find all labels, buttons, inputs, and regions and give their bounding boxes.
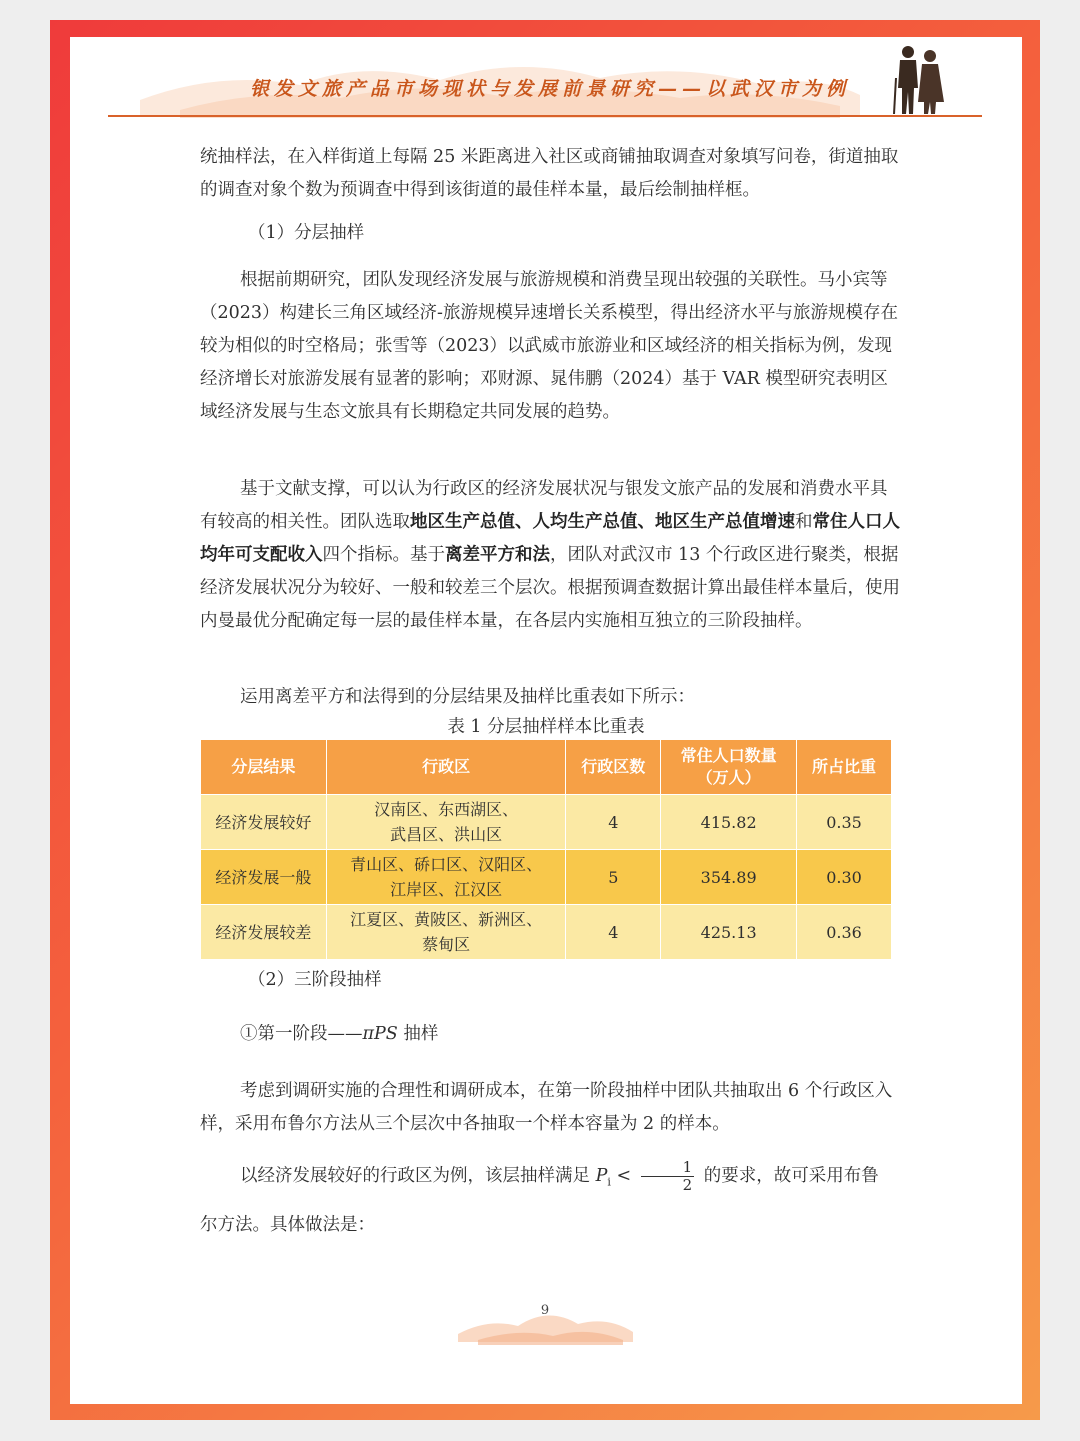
cell-count: 5 xyxy=(566,850,661,905)
cell-population: 354.89 xyxy=(661,850,797,905)
section2-para1-text: 考虑到调研实施的合理性和调研成本，在第一阶段抽样中团队共抽取出 6 个行政区入样，采用布鲁尔方法从三个层次中各抽取一个样本容量为 2 的样本。 xyxy=(200,1081,893,1134)
table-row xyxy=(201,905,892,960)
para2-text-d: 四个指标。基于 xyxy=(322,545,445,565)
fraction-denominator: 2 xyxy=(682,1176,693,1194)
formula-operator: < xyxy=(610,1166,637,1186)
table-header-row xyxy=(201,740,892,795)
section1-paragraph2 xyxy=(200,473,900,638)
header-population-line1: 常住人口数量 xyxy=(680,746,777,765)
cell-district xyxy=(326,850,566,905)
formula-subscript: i xyxy=(607,1175,611,1189)
para2b-text-a: 以经济发展较好的行政区为例，该层抽样满足 xyxy=(240,1166,596,1186)
stage1-symbol: πPS xyxy=(362,1024,398,1044)
stage1-heading xyxy=(240,1020,438,1045)
header-population-line2: （万人） xyxy=(696,768,761,787)
para2-bold-indicators: 地区生产总值、人均生产总值、地区生产总值增速 xyxy=(410,512,795,532)
header-divider xyxy=(108,115,982,117)
table-row xyxy=(201,850,892,905)
section2-paragraph1 xyxy=(200,1075,900,1141)
section1-paragraph1 xyxy=(200,264,900,429)
district-line1: 青山区、硚口区、汉阳区、 xyxy=(350,855,543,874)
para2b-text-b: 的要求，故可采用布鲁 xyxy=(698,1166,879,1186)
table-caption: 表 1 分层抽样样本比重表 xyxy=(447,717,645,737)
cell-level: 经济发展一般 xyxy=(201,850,327,905)
section2-heading: （2）三阶段抽样 xyxy=(248,970,382,990)
header-level: 分层结果 xyxy=(201,740,327,795)
header-count: 行政区数 xyxy=(566,740,661,795)
cell-level: 经济发展较好 xyxy=(201,795,327,850)
district-line1: 汉南区、东西湖区、 xyxy=(374,800,519,819)
formula-fraction xyxy=(641,1159,695,1194)
formula-variable: P xyxy=(595,1166,608,1186)
para2-text-e: ，团队对武汉市 13 个行政区进行聚类，根据经济发展状况分为较好、一般和较差三个层次。根据预调查数据计算出最佳样本量后，使用内曼最优分配确定每一层的最佳样本量，在各层内实施相互独立的三阶段抽样。 xyxy=(200,545,900,631)
section1-paragraph3 xyxy=(200,681,900,714)
para2-text-c: 和 xyxy=(795,512,813,532)
district-line1: 江夏区、黄陂区、新洲区、 xyxy=(350,910,543,929)
cell-level: 经济发展较差 xyxy=(201,905,327,960)
section1-heading: （1）分层抽样 xyxy=(248,223,365,243)
para2-text-a: 基于文献支撑，可以认为行政区的经济发展状况与银发文旅产品的发展和消费水平具有较高的相关性。团队选取 xyxy=(200,479,888,532)
section1-para1-text: 根据前期研究，团队发现经济发展与旅游规模和消费呈现出较强的关联性。马小宾等（2023）构建长三角区域经济-旅游规模异速增长关系模型，得出经济水平与旅游规模存在较为相似的时空格局；张雪等（2023）以武威市旅游业和区域经济的相关指标为例，发现经济增长对旅游发展有显著的影响；邓财源、晁伟鹏（2024）基于 VAR 模型研究表明区域经济发展与生态文旅具有长期稳定共同发展的趋势。 xyxy=(200,270,898,422)
cell-share: 0.35 xyxy=(797,795,892,850)
page-number: 9 xyxy=(540,1303,550,1318)
cell-population: 425.13 xyxy=(661,905,797,960)
section2-para2-text xyxy=(200,1158,900,1201)
cell-share: 0.30 xyxy=(797,850,892,905)
cell-count: 4 xyxy=(566,905,661,960)
cell-district xyxy=(326,905,566,960)
header-title: 银发文旅产品市场现状与发展前景研究——以武汉市为例 xyxy=(250,78,851,100)
cell-share: 0.36 xyxy=(797,905,892,960)
section1-para3-text: 运用离差平方和法得到的分层结果及抽样比重表如下所示： xyxy=(240,687,695,707)
intro-paragraph xyxy=(200,141,900,207)
section2-para2-cont: 尔方法。具体做法是： xyxy=(200,1214,375,1235)
cell-district xyxy=(326,795,566,850)
intro-text: 统抽样法，在入样街道上每隔 25 米距离进入社区或商铺抽取调查对象填写问卷，街道抽取的调查对象个数为预调查中得到该街道的最佳样本量，最后绘制抽样框。 xyxy=(200,147,899,200)
elderly-couple-icon xyxy=(888,44,952,116)
header-share: 所占比重 xyxy=(797,740,892,795)
section1-para2-text xyxy=(200,473,900,638)
para2-bold-method: 离差平方和法 xyxy=(445,545,550,565)
fraction-numerator: 1 xyxy=(641,1159,695,1177)
district-line2: 江岸区、江汉区 xyxy=(390,880,503,899)
strata-table xyxy=(200,739,892,960)
stage1-prefix: ①第一阶段—— xyxy=(240,1024,363,1044)
stage1-suffix: 抽样 xyxy=(397,1024,439,1044)
district-line2: 武昌区、洪山区 xyxy=(390,825,503,844)
district-line2: 蔡甸区 xyxy=(422,935,471,954)
cell-count: 4 xyxy=(566,795,661,850)
header-population xyxy=(661,740,797,795)
section2-paragraph2 xyxy=(200,1158,900,1243)
para2-bold-income: 常住人口人均年可支配收入 xyxy=(200,512,900,565)
header-district: 行政区 xyxy=(326,740,566,795)
cell-population: 415.82 xyxy=(661,795,797,850)
table-row xyxy=(201,795,892,850)
